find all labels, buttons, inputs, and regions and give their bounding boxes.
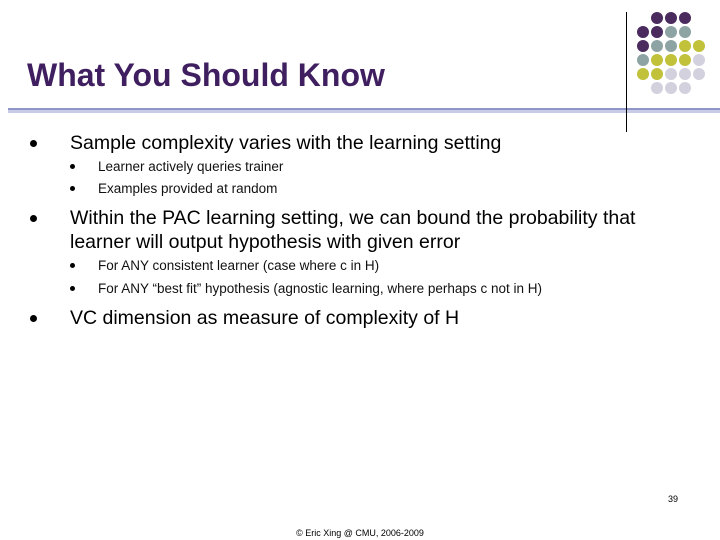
bullet-item [30,131,670,155]
footer-copyright: © Eric Xing @ CMU, 2006-2009 [296,528,424,538]
bullet-text: Sample complexity varies with the learning setting [70,132,502,154]
sub-bullet-text: Examples provided at random [98,181,278,196]
bullet-text: Within the PAC learning setting, we can bound the probability that learner will output hypothesis with given error [70,207,636,253]
sub-bullet-text: Learner actively queries trainer [98,159,284,174]
sub-bullet-text: For ANY consistent learner (case where c in H) [98,258,380,273]
bullet-item [30,306,670,330]
sub-bullet-dot-icon [70,164,75,169]
bullet-item [30,206,670,254]
sub-bullet-item [70,281,670,297]
sub-bullet-dot-icon [70,263,75,268]
sub-bullet-item [70,258,670,274]
sub-bullet-item [70,159,670,175]
sub-bullet-text: For ANY “best fit” hypothesis (agnostic learning, where perhaps c not in H) [98,281,542,296]
slide-title: What You Should Know [27,57,385,93]
bullet-dot-icon [30,140,37,147]
bullet-text: VC dimension as measure of complexity of H [70,307,460,329]
bullet-dot-icon [30,315,37,322]
sub-bullet-dot-icon [70,286,75,291]
sub-bullet-item [70,181,670,197]
bullet-dot-icon [30,215,37,222]
sub-bullet-dot-icon [70,186,75,191]
page-number: 39 [667,494,678,504]
